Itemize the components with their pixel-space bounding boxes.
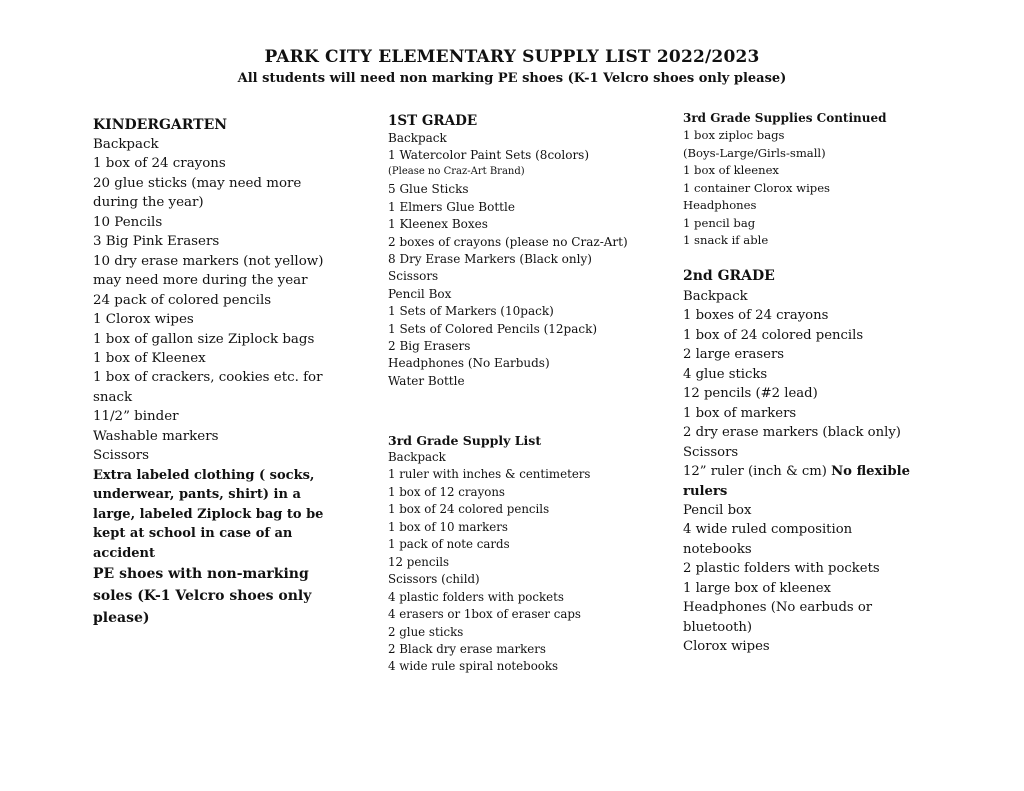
third-grade-column bbox=[388, 432, 658, 676]
list-item: 1 Sets of Colored Pencils (12pack) bbox=[388, 321, 598, 336]
list-item: 1 ruler with inches & centimeters bbox=[388, 467, 591, 482]
list-item: 2 large erasers bbox=[683, 347, 785, 363]
list-item: 3 Big Pink Erasers bbox=[93, 234, 220, 250]
list-item: (Boys-Large/Girls-small) bbox=[683, 145, 826, 160]
list-item: 1 Kleenex Boxes bbox=[388, 217, 488, 232]
list-item: Scissors bbox=[388, 269, 439, 284]
first-grade-column bbox=[388, 112, 658, 390]
list-item: Backpack bbox=[388, 450, 446, 464]
list-item: 1 box of 24 colored pencils bbox=[388, 502, 550, 517]
list-item: Backpack bbox=[93, 137, 159, 152]
list-item: Clorox wipes bbox=[683, 639, 770, 655]
note-line: Extra labeled clothing ( socks, bbox=[93, 467, 315, 483]
list-item: 1 box of crackers, cookies etc. for bbox=[93, 370, 323, 386]
list-item: 4 wide ruled composition bbox=[683, 522, 853, 538]
list-item: 1 box of 24 crayons bbox=[93, 156, 226, 172]
kindergarten-list bbox=[93, 135, 353, 466]
list-item: 4 plastic folders with pockets bbox=[388, 589, 564, 604]
list-item: 1 box of gallon size Ziplock bags bbox=[93, 331, 315, 347]
list-item: 1 Watercolor Paint Sets (8colors) bbox=[388, 148, 590, 163]
note-line: accident bbox=[93, 545, 156, 561]
list-item: Scissors bbox=[93, 448, 150, 464]
list-item: 2 plastic folders with pockets bbox=[683, 561, 880, 577]
list-item: 1 Clorox wipes bbox=[93, 312, 194, 328]
note-line: soles (K-1 Velcro shoes only bbox=[93, 587, 312, 604]
list-item: 1 box of markers bbox=[683, 405, 797, 421]
list-item: 10 Pencils bbox=[93, 214, 163, 230]
first-grade-list bbox=[388, 130, 658, 390]
list-item: 2 Black dry erase markers bbox=[388, 641, 546, 656]
third-grade-continued-heading: 3rd Grade Supplies Continued bbox=[683, 111, 887, 125]
list-item: 4 wide rule spiral notebooks bbox=[388, 659, 559, 674]
list-item: 1 box ziploc bags bbox=[683, 128, 785, 142]
list-item: Backpack bbox=[388, 131, 447, 145]
extra-clothing-note bbox=[93, 466, 353, 563]
page-subtitle: All students will need non marking PE shoes (K-1 Velcro shoes only please) bbox=[237, 71, 787, 86]
list-item: 1 pencil bag bbox=[683, 215, 756, 230]
list-item: Washable markers bbox=[93, 428, 219, 444]
list-item: Pencil Box bbox=[388, 286, 452, 301]
list-item: may need more during the year bbox=[93, 273, 308, 289]
list-item: 1 box of Kleenex bbox=[93, 350, 206, 366]
note-line: PE shoes with non-marking bbox=[93, 565, 309, 582]
list-item: during the year) bbox=[93, 195, 204, 211]
note-line: large, labeled Ziplock bag to be bbox=[93, 506, 324, 522]
list-item: bluetooth) bbox=[683, 619, 753, 635]
list-item: 1 snack if able bbox=[683, 233, 769, 247]
note-line: kept at school in case of an bbox=[93, 526, 293, 542]
page-title: PARK CITY ELEMENTARY SUPPLY LIST 2022/2023 bbox=[264, 47, 760, 67]
note-line: underwear, pants, shirt) in a bbox=[93, 487, 301, 503]
list-item: 1 Sets of Markers (10pack) bbox=[388, 304, 554, 319]
third-grade-heading: 3rd Grade Supply List bbox=[388, 433, 542, 448]
list-item: Headphones (No earbuds or bbox=[683, 600, 873, 616]
list-item: Pencil box bbox=[683, 502, 752, 518]
note-line: please) bbox=[93, 609, 150, 626]
third-grade-list bbox=[388, 449, 658, 676]
kindergarten-heading: KINDERGARTEN bbox=[93, 117, 228, 133]
third-grade-continued-column bbox=[683, 110, 983, 250]
list-item: 20 glue sticks (may need more bbox=[93, 175, 302, 191]
list-item: 12 pencils (#2 lead) bbox=[683, 386, 818, 402]
list-item: Headphones bbox=[683, 198, 757, 212]
list-item: 24 pack of colored pencils bbox=[93, 292, 272, 308]
third-grade-continued-list bbox=[683, 127, 983, 250]
list-item: 1 large box of kleenex bbox=[683, 580, 831, 596]
list-item: 2 boxes of crayons (please no Craz-Art) bbox=[388, 234, 628, 249]
pe-shoes-note bbox=[93, 564, 353, 628]
list-item bbox=[683, 482, 983, 501]
list-item: Water Bottle bbox=[388, 373, 465, 388]
list-item: 10 dry erase markers (not yellow) bbox=[93, 253, 324, 269]
second-grade-heading: 2nd GRADE bbox=[683, 268, 775, 284]
list-item: (Please no Craz-Art Brand) bbox=[388, 165, 525, 177]
rulers-note: rulers bbox=[683, 483, 728, 499]
list-item: snack bbox=[93, 389, 133, 405]
list-item: 1 box of 12 crayons bbox=[388, 484, 505, 499]
list-item: 1 box of kleenex bbox=[683, 163, 779, 177]
list-item: Scissors bbox=[683, 444, 739, 460]
list-item: 5 Glue Sticks bbox=[388, 182, 469, 197]
list-item: Headphones (No Earbuds) bbox=[388, 356, 550, 371]
list-item: 1 container Clorox wipes bbox=[683, 180, 831, 195]
list-item: 1 Elmers Glue Bottle bbox=[388, 199, 515, 214]
list-item: 8 Dry Erase Markers (Black only) bbox=[388, 251, 592, 266]
ruler-text: 12” ruler (inch & cm) bbox=[683, 464, 832, 480]
list-item: 4 glue sticks bbox=[683, 366, 768, 382]
second-grade-column bbox=[683, 267, 983, 657]
second-grade-list bbox=[683, 287, 983, 657]
first-grade-heading: 1ST GRADE bbox=[388, 113, 478, 129]
list-item: 11/2” binder bbox=[93, 409, 179, 425]
no-flexible-note: No flexible bbox=[831, 464, 911, 480]
list-item: 4 erasers or 1box of eraser caps bbox=[388, 607, 581, 622]
list-item: Backpack bbox=[683, 289, 748, 304]
list-item bbox=[683, 462, 983, 481]
list-item: 1 pack of note cards bbox=[388, 537, 510, 552]
list-item: 2 Big Erasers bbox=[388, 338, 471, 353]
list-item: notebooks bbox=[683, 541, 752, 557]
list-item: 2 glue sticks bbox=[388, 624, 464, 639]
list-item: 12 pencils bbox=[388, 554, 450, 569]
list-item: 1 box of 24 colored pencils bbox=[683, 327, 864, 343]
kindergarten-column bbox=[93, 116, 353, 628]
list-item: Scissors (child) bbox=[388, 572, 480, 587]
list-item: 1 box of 10 markers bbox=[388, 519, 508, 534]
list-item: 1 boxes of 24 crayons bbox=[683, 308, 829, 324]
list-item: 2 dry erase markers (black only) bbox=[683, 425, 901, 441]
